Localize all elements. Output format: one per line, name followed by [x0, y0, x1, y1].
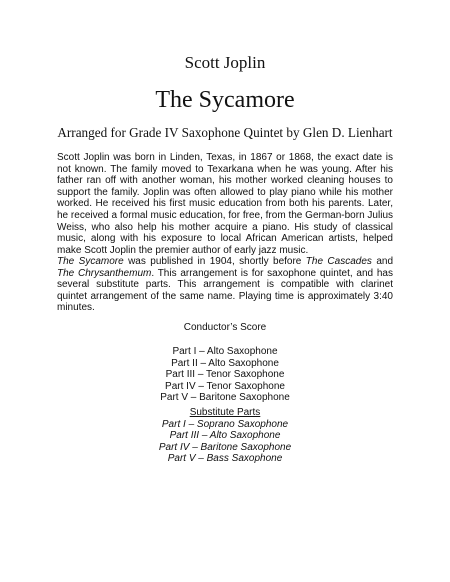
publication-text-2: and	[371, 256, 394, 267]
substitute-part-item: Part I – Soprano Saxophone	[161, 418, 289, 430]
part-item: Part I – Alto Saxophone	[172, 346, 278, 357]
biography-paragraph: Scott Joplin was born in Linden, Texas, in 1867 or 1868, the exact date is not known. The family moved to Texarkana when he was young. After his father ran off with another woman, his mother worked cleaning houses to support the family. Joplin was often allowed to play piano while his mother worked. He received his first music education from both his parents. Later, he received a formal music education, for free, from the German-born Julius Weiss, who also help his mother acquire a piano. His study of classical music, along with his exposure to local African American artists, helped make Scott Joplin the premier author of early jazz music.	[57, 152, 393, 256]
chrysanthemum-title: The Chrysanthemum	[57, 267, 152, 279]
substitute-parts-heading: Substitute Parts	[189, 407, 261, 418]
piece-title-italic: The Sycamore	[57, 256, 124, 267]
part-item: Part V – Baritone Saxophone	[160, 392, 290, 404]
substitute-part-item: Part IV – Baritone Saxophone	[158, 441, 292, 453]
cascades-title: The Cascades	[305, 256, 372, 267]
substitute-parts-list	[0, 407, 450, 465]
part-item: Part II – Alto Saxophone	[171, 357, 279, 369]
arrangement-subtitle: Arranged for Grade IV Saxophone Quintet by Glen D. Lienhart	[57, 125, 393, 140]
conductor-score-label: Conductor’s Score	[183, 322, 267, 333]
substitute-part-item: Part V – Bass Saxophone	[167, 453, 283, 465]
author-name: Scott Joplin	[184, 53, 266, 72]
page-title: The Sycamore	[155, 87, 295, 113]
publication-text-1: was published in 1904, shortly before	[123, 256, 306, 267]
publication-paragraph	[57, 256, 393, 314]
part-item: Part III – Tenor Saxophone	[165, 369, 285, 381]
part-item: Part IV – Tenor Saxophone	[165, 380, 285, 392]
publication-text-3: . This arrangement is for saxophone quintet, and has several substitute parts. This arrangement is compatible with clarinet quintet arrangement of the same name. Playing time is approximately 3:40 minutes.	[57, 267, 393, 314]
parts-list	[0, 346, 450, 404]
substitute-part-item: Part III – Alto Saxophone	[169, 430, 281, 442]
